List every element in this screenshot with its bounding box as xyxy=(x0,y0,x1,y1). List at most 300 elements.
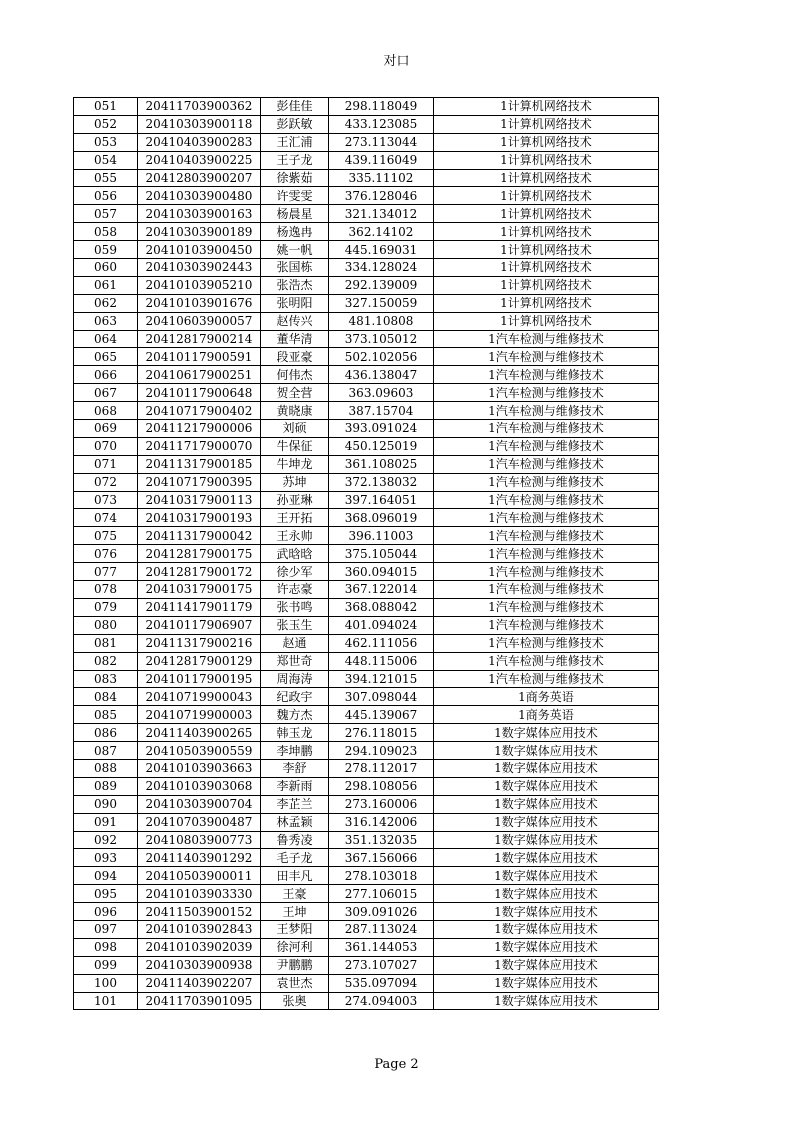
row-number-cell: 053 xyxy=(74,133,138,151)
score-cell: 372.138032 xyxy=(329,473,434,491)
student-name-cell: 李坤鹏 xyxy=(261,742,329,760)
student-name-cell: 张书鸣 xyxy=(261,598,329,616)
exam-id-cell: 20412817900172 xyxy=(138,563,261,581)
table-row xyxy=(74,724,659,742)
student-name-cell: 许志豪 xyxy=(261,581,329,599)
exam-id-cell: 20411317900216 xyxy=(138,634,261,652)
student-name-cell: 张奥 xyxy=(261,992,329,1010)
major-cell: 1数字媒体应用技术 xyxy=(434,867,659,885)
student-name-cell: 牛保征 xyxy=(261,437,329,455)
table-row xyxy=(74,420,659,438)
exam-id-cell: 20410117906907 xyxy=(138,616,261,634)
major-cell: 1汽车检测与维修技术 xyxy=(434,437,659,455)
table-row xyxy=(74,581,659,599)
exam-id-cell: 20410719900003 xyxy=(138,706,261,724)
score-cell: 351.132035 xyxy=(329,831,434,849)
table-row xyxy=(74,151,659,169)
student-name-cell: 贺全营 xyxy=(261,384,329,402)
exam-id-cell: 20410103902039 xyxy=(138,938,261,956)
student-name-cell: 许雯雯 xyxy=(261,187,329,205)
table-row xyxy=(74,223,659,241)
table-row xyxy=(74,366,659,384)
row-number-cell: 068 xyxy=(74,402,138,420)
exam-id-cell: 20411703901095 xyxy=(138,992,261,1010)
student-name-cell: 徐少军 xyxy=(261,563,329,581)
row-number-cell: 063 xyxy=(74,312,138,330)
table-row xyxy=(74,276,659,294)
page-footer: Page 2 xyxy=(374,1057,419,1072)
exam-id-cell: 20410103902843 xyxy=(138,920,261,938)
table-row xyxy=(74,133,659,151)
student-name-cell: 苏坤 xyxy=(261,473,329,491)
major-cell: 1汽车检测与维修技术 xyxy=(434,420,659,438)
score-cell: 274.094003 xyxy=(329,992,434,1010)
score-cell: 298.118049 xyxy=(329,98,434,116)
row-number-cell: 092 xyxy=(74,831,138,849)
table-row xyxy=(74,795,659,813)
student-name-cell: 董华清 xyxy=(261,330,329,348)
table-row xyxy=(74,402,659,420)
row-number-cell: 096 xyxy=(74,903,138,921)
major-cell: 1计算机网络技术 xyxy=(434,241,659,259)
table-row xyxy=(74,437,659,455)
row-number-cell: 066 xyxy=(74,366,138,384)
score-cell: 273.113044 xyxy=(329,133,434,151)
row-number-cell: 065 xyxy=(74,348,138,366)
exam-id-cell: 20410617900251 xyxy=(138,366,261,384)
student-name-cell: 徐紫茹 xyxy=(261,169,329,187)
exam-id-cell: 20410803900773 xyxy=(138,831,261,849)
exam-id-cell: 20410103903068 xyxy=(138,777,261,795)
exam-id-cell: 20410403900283 xyxy=(138,133,261,151)
row-number-cell: 078 xyxy=(74,581,138,599)
score-cell: 273.160006 xyxy=(329,795,434,813)
row-number-cell: 088 xyxy=(74,759,138,777)
row-number-cell: 083 xyxy=(74,670,138,688)
exam-id-cell: 20411503900152 xyxy=(138,903,261,921)
major-cell: 1计算机网络技术 xyxy=(434,259,659,277)
student-name-cell: 张明阳 xyxy=(261,294,329,312)
major-cell: 1汽车检测与维修技术 xyxy=(434,509,659,527)
row-number-cell: 087 xyxy=(74,742,138,760)
student-name-cell: 彭跃敏 xyxy=(261,115,329,133)
score-cell: 368.088042 xyxy=(329,598,434,616)
table-row xyxy=(74,169,659,187)
exam-id-cell: 20410303900938 xyxy=(138,956,261,974)
major-cell: 1计算机网络技术 xyxy=(434,294,659,312)
exam-id-cell: 20412817900129 xyxy=(138,652,261,670)
score-cell: 321.134012 xyxy=(329,205,434,223)
table-row xyxy=(74,831,659,849)
row-number-cell: 085 xyxy=(74,706,138,724)
exam-id-cell: 20412817900214 xyxy=(138,330,261,348)
row-number-cell: 091 xyxy=(74,813,138,831)
score-cell: 316.142006 xyxy=(329,813,434,831)
score-cell: 335.11102 xyxy=(329,169,434,187)
major-cell: 1数字媒体应用技术 xyxy=(434,742,659,760)
table-row xyxy=(74,294,659,312)
exam-id-cell: 20410317900175 xyxy=(138,581,261,599)
student-name-cell: 徐河利 xyxy=(261,938,329,956)
score-cell: 327.150059 xyxy=(329,294,434,312)
major-cell: 1汽车检测与维修技术 xyxy=(434,616,659,634)
table-row xyxy=(74,867,659,885)
student-name-cell: 毛子龙 xyxy=(261,849,329,867)
row-number-cell: 051 xyxy=(74,98,138,116)
student-name-cell: 李舒 xyxy=(261,759,329,777)
score-cell: 433.123085 xyxy=(329,115,434,133)
score-cell: 401.094024 xyxy=(329,616,434,634)
student-name-cell: 魏方杰 xyxy=(261,706,329,724)
major-cell: 1计算机网络技术 xyxy=(434,312,659,330)
row-number-cell: 082 xyxy=(74,652,138,670)
row-number-cell: 081 xyxy=(74,634,138,652)
major-cell: 1汽车检测与维修技术 xyxy=(434,384,659,402)
score-cell: 462.111056 xyxy=(329,634,434,652)
row-number-cell: 089 xyxy=(74,777,138,795)
student-name-cell: 王坤 xyxy=(261,903,329,921)
table-row xyxy=(74,98,659,116)
score-cell: 276.118015 xyxy=(329,724,434,742)
score-cell: 481.10808 xyxy=(329,312,434,330)
major-cell: 1汽车检测与维修技术 xyxy=(434,563,659,581)
table-row xyxy=(74,938,659,956)
exam-id-cell: 20410317900113 xyxy=(138,491,261,509)
row-number-cell: 099 xyxy=(74,956,138,974)
row-number-cell: 069 xyxy=(74,420,138,438)
score-cell: 309.091026 xyxy=(329,903,434,921)
score-cell: 450.125019 xyxy=(329,437,434,455)
exam-id-cell: 20410317900193 xyxy=(138,509,261,527)
table-row xyxy=(74,312,659,330)
score-cell: 393.091024 xyxy=(329,420,434,438)
row-number-cell: 090 xyxy=(74,795,138,813)
student-name-cell: 刘硕 xyxy=(261,420,329,438)
row-number-cell: 067 xyxy=(74,384,138,402)
major-cell: 1数字媒体应用技术 xyxy=(434,992,659,1010)
student-name-cell: 王梦阳 xyxy=(261,920,329,938)
table-row xyxy=(74,473,659,491)
table-row xyxy=(74,241,659,259)
score-cell: 361.108025 xyxy=(329,455,434,473)
exam-id-cell: 20410117900195 xyxy=(138,670,261,688)
student-name-cell: 杨逸冉 xyxy=(261,223,329,241)
major-cell: 1数字媒体应用技术 xyxy=(434,813,659,831)
table-row xyxy=(74,777,659,795)
major-cell: 1汽车检测与维修技术 xyxy=(434,634,659,652)
major-cell: 1计算机网络技术 xyxy=(434,187,659,205)
exam-id-cell: 20410303902443 xyxy=(138,259,261,277)
score-cell: 361.144053 xyxy=(329,938,434,956)
exam-id-cell: 20410117900591 xyxy=(138,348,261,366)
major-cell: 1数字媒体应用技术 xyxy=(434,974,659,992)
student-name-cell: 张玉生 xyxy=(261,616,329,634)
row-number-cell: 100 xyxy=(74,974,138,992)
score-cell: 439.116049 xyxy=(329,151,434,169)
exam-id-cell: 20410103901676 xyxy=(138,294,261,312)
score-cell: 396.11003 xyxy=(329,527,434,545)
score-cell: 397.164051 xyxy=(329,491,434,509)
exam-id-cell: 20410303900704 xyxy=(138,795,261,813)
table-row xyxy=(74,849,659,867)
table-row xyxy=(74,545,659,563)
table-row xyxy=(74,920,659,938)
row-number-cell: 075 xyxy=(74,527,138,545)
row-number-cell: 058 xyxy=(74,223,138,241)
score-cell: 367.156066 xyxy=(329,849,434,867)
table-row xyxy=(74,706,659,724)
row-number-cell: 079 xyxy=(74,598,138,616)
row-number-cell: 062 xyxy=(74,294,138,312)
student-name-cell: 李新雨 xyxy=(261,777,329,795)
major-cell: 1汽车检测与维修技术 xyxy=(434,348,659,366)
table-row xyxy=(74,956,659,974)
score-cell: 278.112017 xyxy=(329,759,434,777)
student-name-cell: 彭佳佳 xyxy=(261,98,329,116)
table-row xyxy=(74,670,659,688)
student-name-cell: 武晗晗 xyxy=(261,545,329,563)
row-number-cell: 071 xyxy=(74,455,138,473)
exam-id-cell: 20411717900070 xyxy=(138,437,261,455)
score-cell: 360.094015 xyxy=(329,563,434,581)
major-cell: 1数字媒体应用技术 xyxy=(434,956,659,974)
exam-id-cell: 20411317900042 xyxy=(138,527,261,545)
exam-id-cell: 20410103903330 xyxy=(138,885,261,903)
row-number-cell: 080 xyxy=(74,616,138,634)
table-row xyxy=(74,616,659,634)
major-cell: 1汽车检测与维修技术 xyxy=(434,491,659,509)
student-name-cell: 王汇浦 xyxy=(261,133,329,151)
major-cell: 1数字媒体应用技术 xyxy=(434,920,659,938)
major-cell: 1汽车检测与维修技术 xyxy=(434,527,659,545)
table-row xyxy=(74,813,659,831)
major-cell: 1计算机网络技术 xyxy=(434,205,659,223)
exam-id-cell: 20411317900185 xyxy=(138,455,261,473)
student-name-cell: 牛坤龙 xyxy=(261,455,329,473)
row-number-cell: 074 xyxy=(74,509,138,527)
score-cell: 535.097094 xyxy=(329,974,434,992)
score-cell: 445.169031 xyxy=(329,241,434,259)
score-cell: 307.098044 xyxy=(329,688,434,706)
table-row xyxy=(74,903,659,921)
score-cell: 363.09603 xyxy=(329,384,434,402)
exam-id-cell: 20410503900559 xyxy=(138,742,261,760)
major-cell: 1计算机网络技术 xyxy=(434,115,659,133)
table-row xyxy=(74,974,659,992)
exam-id-cell: 20411403901292 xyxy=(138,849,261,867)
major-cell: 1计算机网络技术 xyxy=(434,151,659,169)
score-cell: 278.103018 xyxy=(329,867,434,885)
table-row xyxy=(74,491,659,509)
table-row xyxy=(74,455,659,473)
results-table-body xyxy=(74,98,659,1010)
student-name-cell: 林孟颖 xyxy=(261,813,329,831)
student-name-cell: 何伟杰 xyxy=(261,366,329,384)
major-cell: 1汽车检测与维修技术 xyxy=(434,366,659,384)
exam-id-cell: 20410103900450 xyxy=(138,241,261,259)
table-row xyxy=(74,634,659,652)
row-number-cell: 086 xyxy=(74,724,138,742)
major-cell: 1计算机网络技术 xyxy=(434,98,659,116)
score-cell: 287.113024 xyxy=(329,920,434,938)
table-row xyxy=(74,992,659,1010)
score-cell: 375.105044 xyxy=(329,545,434,563)
score-cell: 436.138047 xyxy=(329,366,434,384)
student-name-cell: 赵通 xyxy=(261,634,329,652)
student-name-cell: 尹鹏鹏 xyxy=(261,956,329,974)
row-number-cell: 073 xyxy=(74,491,138,509)
student-name-cell: 杨晨星 xyxy=(261,205,329,223)
student-name-cell: 张浩杰 xyxy=(261,276,329,294)
exam-id-cell: 20410103903663 xyxy=(138,759,261,777)
table-row xyxy=(74,759,659,777)
student-name-cell: 黄晓康 xyxy=(261,402,329,420)
exam-id-cell: 20410117900648 xyxy=(138,384,261,402)
row-number-cell: 076 xyxy=(74,545,138,563)
table-row xyxy=(74,205,659,223)
major-cell: 1数字媒体应用技术 xyxy=(434,903,659,921)
exam-id-cell: 20412817900175 xyxy=(138,545,261,563)
student-name-cell: 田丰凡 xyxy=(261,867,329,885)
row-number-cell: 077 xyxy=(74,563,138,581)
major-cell: 1汽车检测与维修技术 xyxy=(434,652,659,670)
major-cell: 1汽车检测与维修技术 xyxy=(434,581,659,599)
row-number-cell: 093 xyxy=(74,849,138,867)
major-cell: 1数字媒体应用技术 xyxy=(434,759,659,777)
student-name-cell: 张国栋 xyxy=(261,259,329,277)
exam-id-cell: 20410719900043 xyxy=(138,688,261,706)
table-row xyxy=(74,563,659,581)
major-cell: 1计算机网络技术 xyxy=(434,169,659,187)
student-name-cell: 王子龙 xyxy=(261,151,329,169)
score-cell: 376.128046 xyxy=(329,187,434,205)
table-row xyxy=(74,348,659,366)
table-row xyxy=(74,384,659,402)
exam-id-cell: 20410303900189 xyxy=(138,223,261,241)
exam-id-cell: 20410403900225 xyxy=(138,151,261,169)
major-cell: 1商务英语 xyxy=(434,706,659,724)
row-number-cell: 056 xyxy=(74,187,138,205)
row-number-cell: 060 xyxy=(74,259,138,277)
major-cell: 1数字媒体应用技术 xyxy=(434,831,659,849)
major-cell: 1汽车检测与维修技术 xyxy=(434,598,659,616)
table-row xyxy=(74,598,659,616)
major-cell: 1计算机网络技术 xyxy=(434,223,659,241)
exam-id-cell: 20411217900006 xyxy=(138,420,261,438)
major-cell: 1数字媒体应用技术 xyxy=(434,795,659,813)
major-cell: 1汽车检测与维修技术 xyxy=(434,402,659,420)
exam-id-cell: 20411417901179 xyxy=(138,598,261,616)
row-number-cell: 055 xyxy=(74,169,138,187)
student-name-cell: 郑世奇 xyxy=(261,652,329,670)
table-row xyxy=(74,115,659,133)
row-number-cell: 098 xyxy=(74,938,138,956)
score-cell: 387.15704 xyxy=(329,402,434,420)
exam-id-cell: 20410303900118 xyxy=(138,115,261,133)
row-number-cell: 061 xyxy=(74,276,138,294)
student-name-cell: 姚一帆 xyxy=(261,241,329,259)
exam-id-cell: 20410603900057 xyxy=(138,312,261,330)
major-cell: 1数字媒体应用技术 xyxy=(434,938,659,956)
major-cell: 1数字媒体应用技术 xyxy=(434,849,659,867)
score-cell: 294.109023 xyxy=(329,742,434,760)
major-cell: 1数字媒体应用技术 xyxy=(434,777,659,795)
student-name-cell: 王豪 xyxy=(261,885,329,903)
student-name-cell: 韩玉龙 xyxy=(261,724,329,742)
row-number-cell: 097 xyxy=(74,920,138,938)
student-name-cell: 王永帅 xyxy=(261,527,329,545)
score-cell: 368.096019 xyxy=(329,509,434,527)
table-row xyxy=(74,330,659,348)
major-cell: 1汽车检测与维修技术 xyxy=(434,670,659,688)
student-name-cell: 孙亚琳 xyxy=(261,491,329,509)
score-cell: 367.122014 xyxy=(329,581,434,599)
major-cell: 1计算机网络技术 xyxy=(434,276,659,294)
student-name-cell: 袁世杰 xyxy=(261,974,329,992)
major-cell: 1计算机网络技术 xyxy=(434,133,659,151)
major-cell: 1汽车检测与维修技术 xyxy=(434,473,659,491)
exam-id-cell: 20410717900402 xyxy=(138,402,261,420)
major-cell: 1汽车检测与维修技术 xyxy=(434,455,659,473)
table-row xyxy=(74,187,659,205)
exam-id-cell: 20410303900480 xyxy=(138,187,261,205)
major-cell: 1数字媒体应用技术 xyxy=(434,724,659,742)
row-number-cell: 072 xyxy=(74,473,138,491)
score-cell: 394.121015 xyxy=(329,670,434,688)
student-name-cell: 段亚豪 xyxy=(261,348,329,366)
table-row xyxy=(74,509,659,527)
row-number-cell: 101 xyxy=(74,992,138,1010)
row-number-cell: 059 xyxy=(74,241,138,259)
score-cell: 334.128024 xyxy=(329,259,434,277)
student-name-cell: 李芷兰 xyxy=(261,795,329,813)
row-number-cell: 095 xyxy=(74,885,138,903)
exam-id-cell: 20410503900011 xyxy=(138,867,261,885)
major-cell: 1数字媒体应用技术 xyxy=(434,885,659,903)
row-number-cell: 084 xyxy=(74,688,138,706)
score-cell: 448.115006 xyxy=(329,652,434,670)
major-cell: 1汽车检测与维修技术 xyxy=(434,330,659,348)
row-number-cell: 094 xyxy=(74,867,138,885)
score-cell: 298.108056 xyxy=(329,777,434,795)
row-number-cell: 070 xyxy=(74,437,138,455)
student-name-cell: 赵传兴 xyxy=(261,312,329,330)
exam-id-cell: 20411703900362 xyxy=(138,98,261,116)
row-number-cell: 052 xyxy=(74,115,138,133)
exam-id-cell: 20410103905210 xyxy=(138,276,261,294)
table-row xyxy=(74,742,659,760)
student-name-cell: 周海涛 xyxy=(261,670,329,688)
table-row xyxy=(74,885,659,903)
major-cell: 1汽车检测与维修技术 xyxy=(434,545,659,563)
results-table xyxy=(73,97,659,1010)
exam-id-cell: 20410717900395 xyxy=(138,473,261,491)
score-cell: 292.139009 xyxy=(329,276,434,294)
score-cell: 277.106015 xyxy=(329,885,434,903)
exam-id-cell: 20410703900487 xyxy=(138,813,261,831)
row-number-cell: 054 xyxy=(74,151,138,169)
score-cell: 273.107027 xyxy=(329,956,434,974)
exam-id-cell: 20411403902207 xyxy=(138,974,261,992)
major-cell: 1商务英语 xyxy=(434,688,659,706)
table-row xyxy=(74,527,659,545)
score-cell: 373.105012 xyxy=(329,330,434,348)
score-cell: 502.102056 xyxy=(329,348,434,366)
exam-id-cell: 20412803900207 xyxy=(138,169,261,187)
table-row xyxy=(74,688,659,706)
score-cell: 362.14102 xyxy=(329,223,434,241)
exam-id-cell: 20411403900265 xyxy=(138,724,261,742)
